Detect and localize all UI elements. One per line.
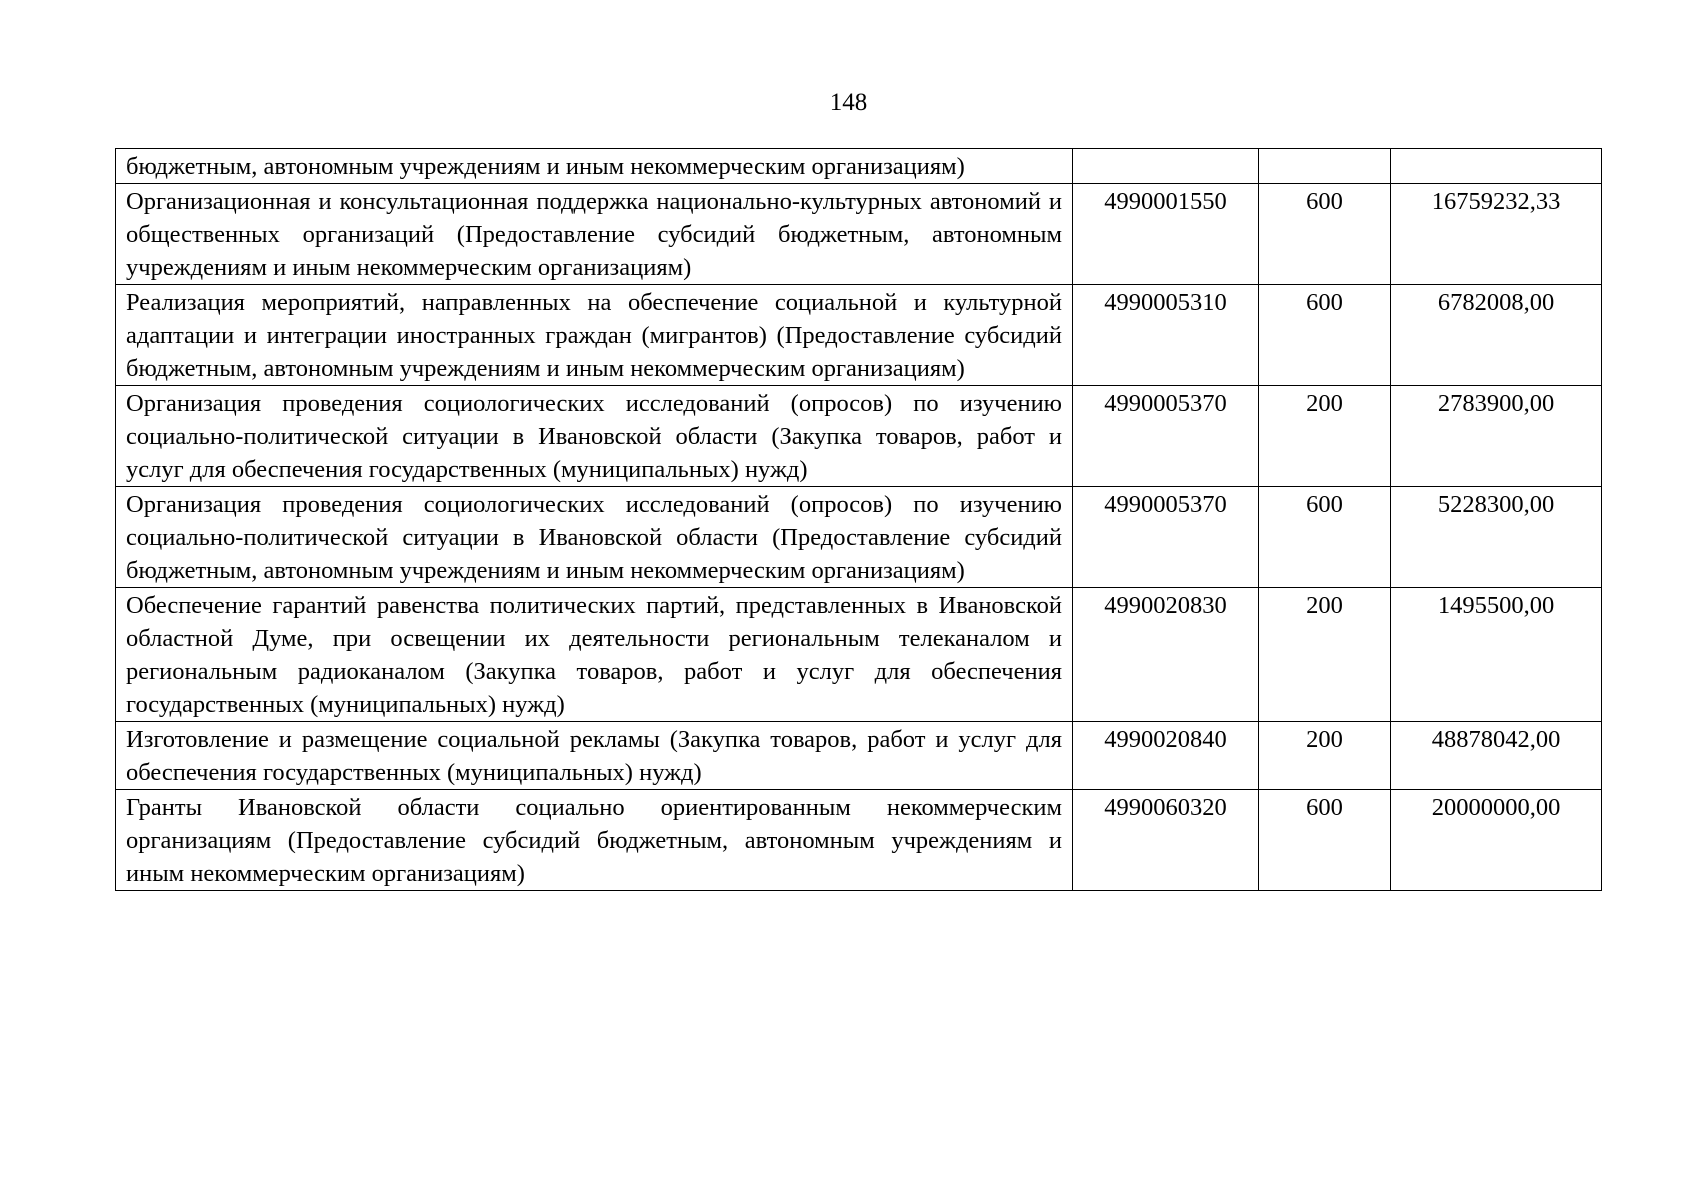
item-name-cell: Обеспечение гарантий равенства политических партий, представленных в Ивановской областной Думе, при освещении их деятельности региональным телеканалом и региональным радиоканалом (Закупка товаров, работ и услуг для обеспечения государственных (муниципальных) нужд) [116,588,1073,722]
item-name-cell: Гранты Ивановской области социально ориентированным некоммерческим организациям (Предоставление субсидий бюджетным, автономным учреждениям и иным некоммерческим организациям) [116,790,1073,891]
expense-type-cell: 600 [1259,184,1391,285]
table-row [116,149,1602,184]
expense-type-cell: 200 [1259,386,1391,487]
target-code-cell: 4990060320 [1073,790,1259,891]
table-row [116,722,1602,790]
item-name-cell: бюджетным, автономным учреждениям и иным некоммерческим организациям) [116,149,1073,184]
amount-cell: 16759232,33 [1391,184,1602,285]
page-number: 148 [829,89,868,116]
budget-table [115,148,1602,891]
amount-cell: 6782008,00 [1391,285,1602,386]
target-code-cell: 4990001550 [1073,184,1259,285]
target-code-cell: 4990005310 [1073,285,1259,386]
table-row [116,790,1602,891]
expense-type-cell: 600 [1259,285,1391,386]
target-code-cell: 4990020830 [1073,588,1259,722]
item-name-cell: Организация проведения социологических исследований (опросов) по изучению социально-политической ситуации в Ивановской области (Закупка товаров, работ и услуг для обеспечения государственных (муниципальных) нужд) [116,386,1073,487]
amount-cell [1391,149,1602,184]
amount-cell: 5228300,00 [1391,487,1602,588]
expense-type-cell [1259,149,1391,184]
item-name-cell: Организационная и консультационная поддержка национально-культурных автономий и общественных организаций (Предоставление субсидий бюджетным, автономным учреждениям и иным некоммерческим организациям) [116,184,1073,285]
amount-cell: 2783900,00 [1391,386,1602,487]
target-code-cell: 4990005370 [1073,487,1259,588]
expense-type-cell: 200 [1259,588,1391,722]
amount-cell: 1495500,00 [1391,588,1602,722]
target-code-cell: 4990020840 [1073,722,1259,790]
item-name-cell: Реализация мероприятий, направленных на обеспечение социальной и культурной адаптации и интеграции иностранных граждан (мигрантов) (Предоставление субсидий бюджетным, автономным учреждениям и иным некоммерческим организациям) [116,285,1073,386]
table-row [116,487,1602,588]
target-code-cell: 4990005370 [1073,386,1259,487]
table-row [116,184,1602,285]
expense-type-cell: 200 [1259,722,1391,790]
target-code-cell [1073,149,1259,184]
amount-cell: 48878042,00 [1391,722,1602,790]
item-name-cell: Организация проведения социологических исследований (опросов) по изучению социально-политической ситуации в Ивановской области (Предоставление субсидий бюджетным, автономным учреждениям и иным некоммерческим организациям) [116,487,1073,588]
table-row [116,285,1602,386]
expense-type-cell: 600 [1259,487,1391,588]
table-row [116,588,1602,722]
expense-type-cell: 600 [1259,790,1391,891]
item-name-cell: Изготовление и размещение социальной рекламы (Закупка товаров, работ и услуг для обеспечения государственных (муниципальных) нужд) [116,722,1073,790]
amount-cell: 20000000,00 [1391,790,1602,891]
table-body [116,149,1602,891]
table-row [116,386,1602,487]
